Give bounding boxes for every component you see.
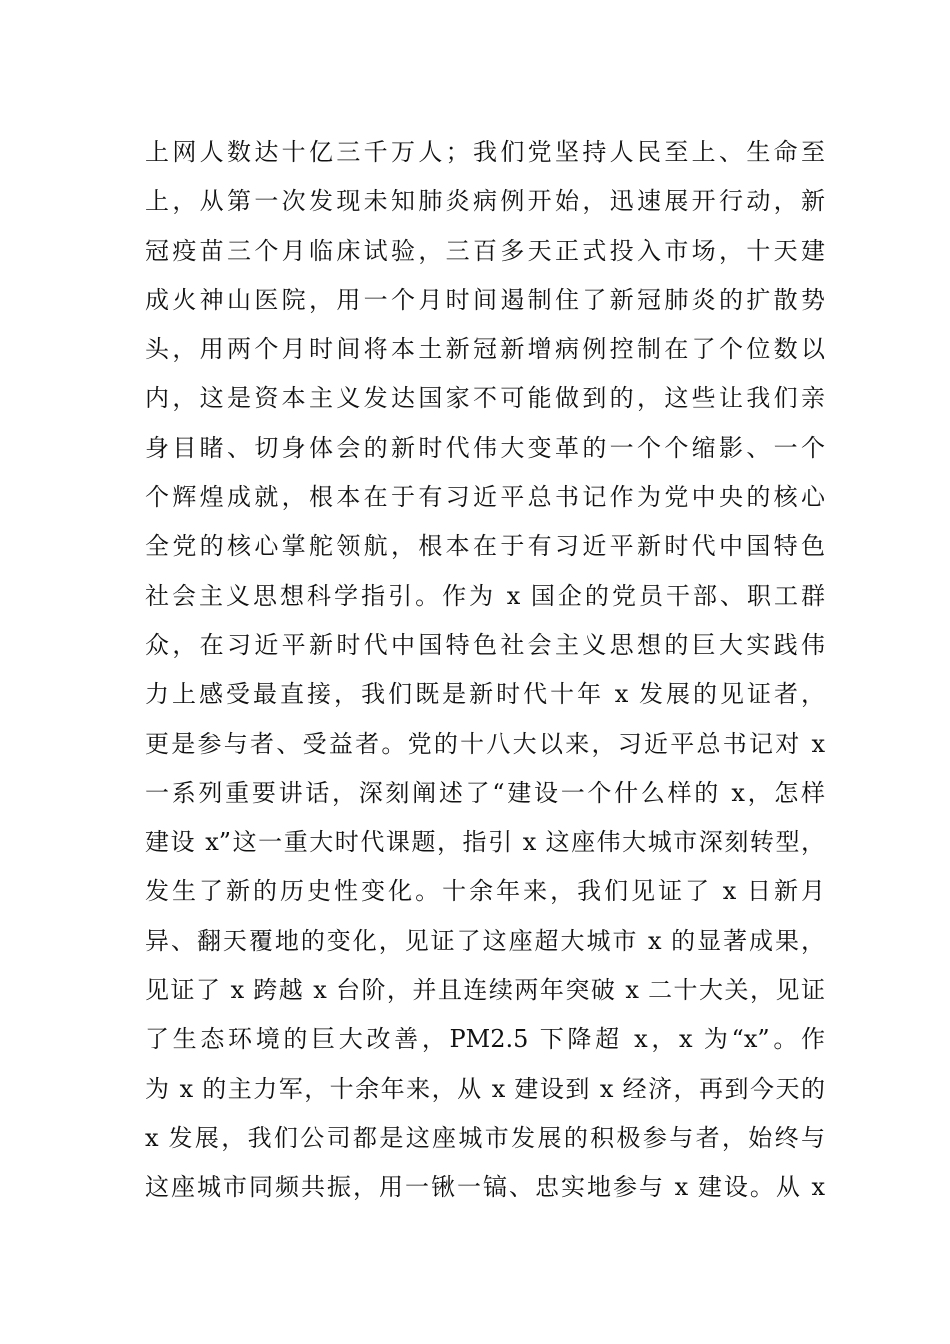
text-line: 发生了新的历史性变化。十余年来，我们见证了 x 日新月 bbox=[145, 877, 825, 906]
text-line: 社会主义思想科学指引。作为 x 国企的党员干部、职工群 bbox=[145, 581, 825, 610]
text-line: x 发展，我们公司都是这座城市发展的积极参与者，始终与 bbox=[145, 1123, 825, 1152]
text-line: 异、翻天覆地的变化，见证了这座超大城市 x 的显著成果， bbox=[145, 926, 825, 955]
text-line: 见证了 x 跨越 x 台阶，并且连续两年突破 x 二十大关，见证 bbox=[145, 976, 825, 1005]
text-line: 个辉煌成就，根本在于有习近平总书记作为党中央的核心 bbox=[145, 483, 825, 512]
text-line: 为 x 的主力军，十余年来，从 x 建设到 x 经济，再到今天的 bbox=[145, 1074, 825, 1103]
text-line: 成火神山医院，用一个月时间遏制住了新冠肺炎的扩散势 bbox=[145, 285, 825, 314]
text-line: 众，在习近平新时代中国特色社会主义思想的巨大实践伟 bbox=[145, 630, 825, 659]
text-line: 这座城市同频共振，用一锹一镐、忠实地参与 x 建设。从 x bbox=[145, 1173, 825, 1202]
text-line: 上，从第一次发现未知肺炎病例开始，迅速展开行动，新 bbox=[145, 187, 825, 216]
text-line: 身目睹、切身体会的新时代伟大变革的一个个缩影、一个 bbox=[145, 433, 825, 462]
text-line: 建设 x”这一重大时代课题，指引 x 这座伟大城市深刻转型， bbox=[145, 828, 825, 857]
text-line: 一系列重要讲话，深刻阐述了“建设一个什么样的 x，怎样 bbox=[145, 778, 825, 807]
text-line: 更是参与者、受益者。党的十八大以来，习近平总书记对 x bbox=[145, 729, 825, 758]
text-line: 力上感受最直接，我们既是新时代十年 x 发展的见证者， bbox=[145, 680, 825, 709]
text-line: 头，用两个月时间将本土新冠新增病例控制在了个位数以 bbox=[145, 335, 825, 364]
text-line: 冠疫苗三个月临床试验，三百多天正式投入市场，十天建 bbox=[145, 236, 825, 265]
text-line: 了生态环境的巨大改善，PM2.5 下降超 x，x 为“x”。作 bbox=[145, 1025, 825, 1054]
text-line: 上网人数达十亿三千万人；我们党坚持人民至上、生命至 bbox=[145, 138, 825, 166]
body-text bbox=[145, 128, 825, 1213]
text-line: 内，这是资本主义发达国家不可能做到的，这些让我们亲 bbox=[145, 384, 825, 413]
text-line: 全党的核心掌舵领航，根本在于有习近平新时代中国特色 bbox=[145, 532, 825, 561]
